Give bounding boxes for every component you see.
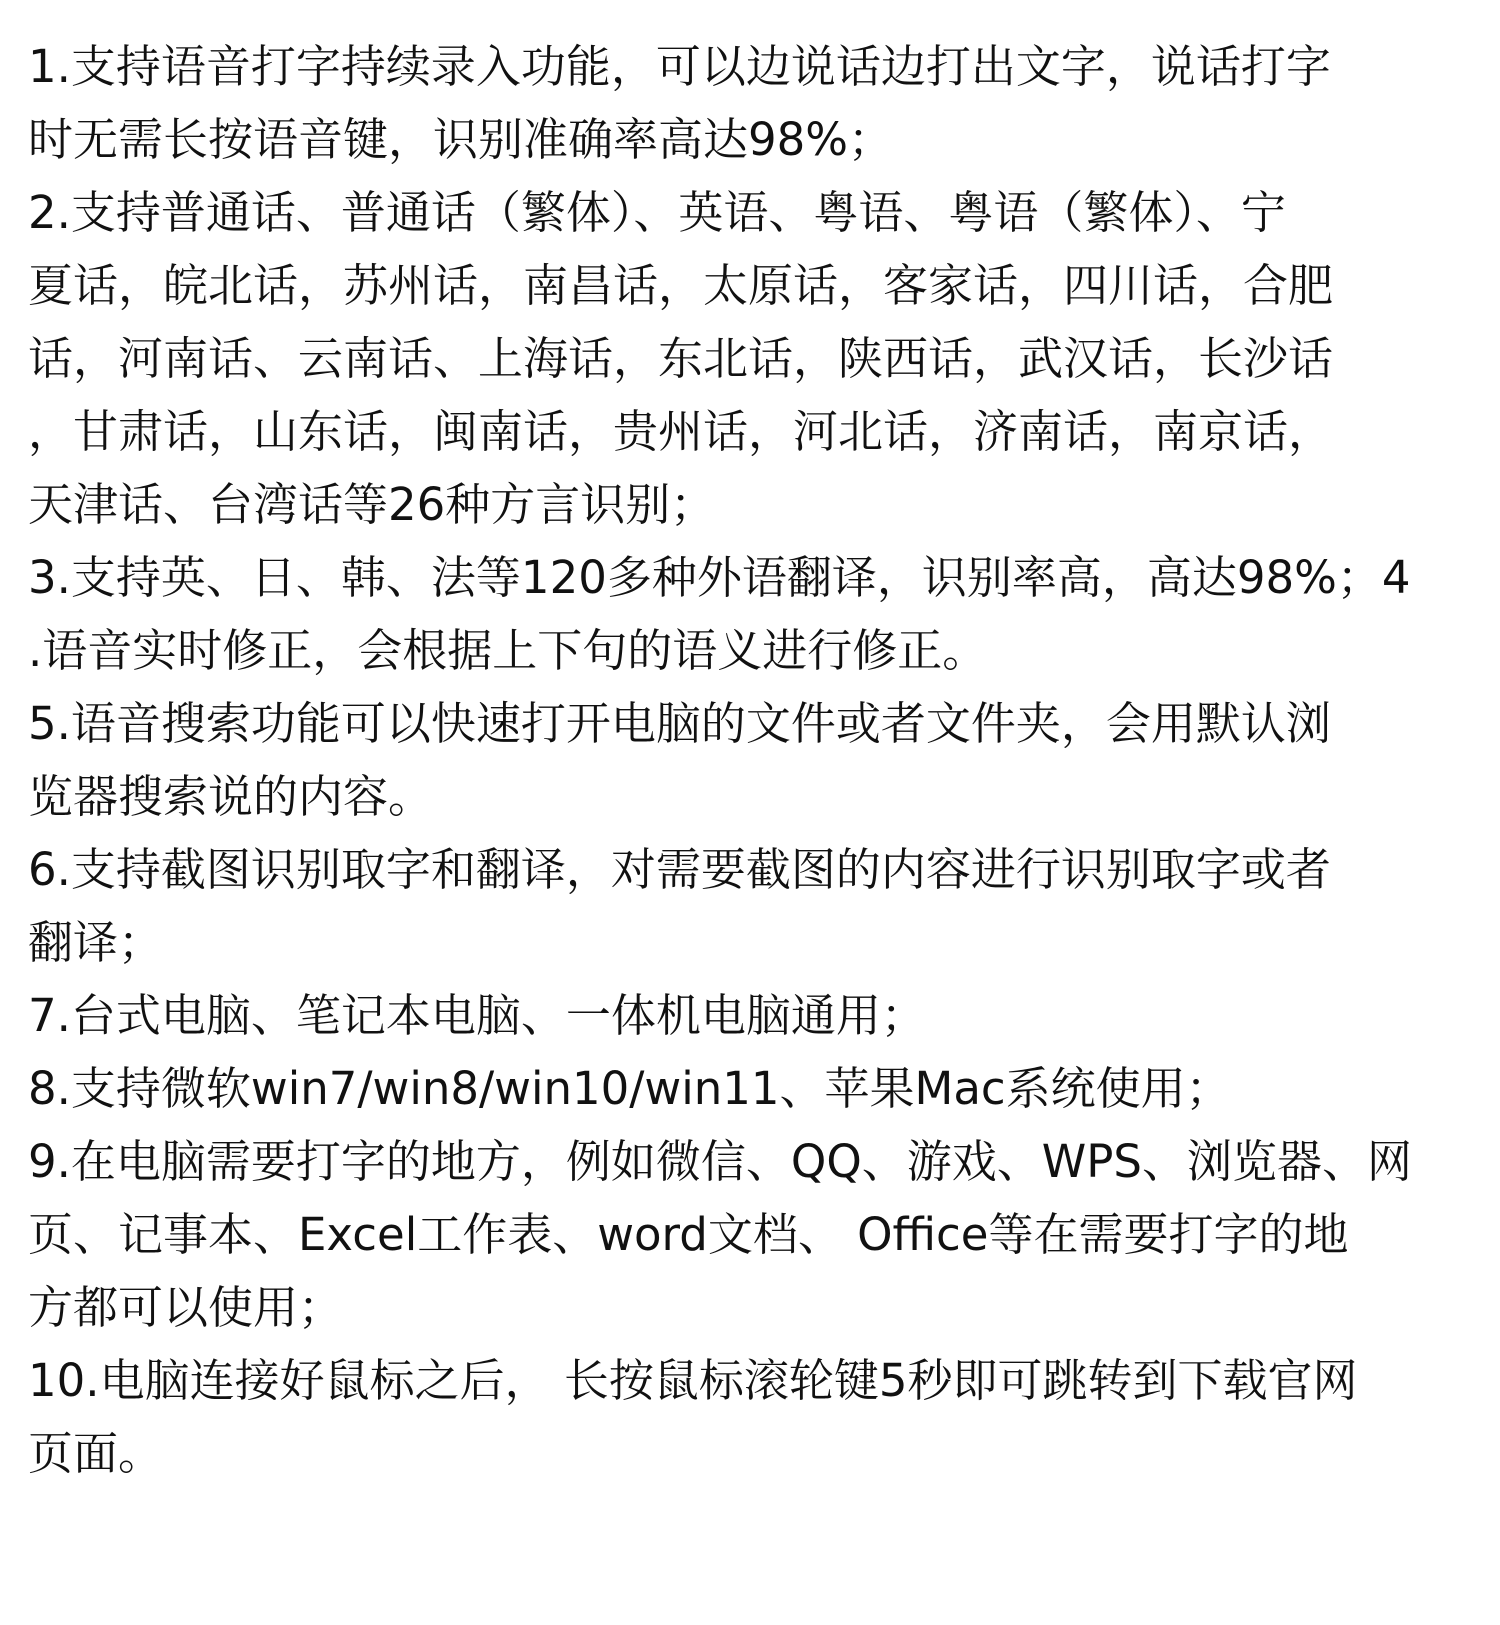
text-line: 天津话、台湾话等26种方言识别； bbox=[28, 478, 716, 531]
text-line: 1.支持语音打字持续录入功能，可以边说话边打出文字，说话打字 bbox=[28, 40, 1331, 93]
text-line: 时无需长按语音键，识别准确率高达98%； bbox=[28, 113, 894, 166]
text-line: 页面。 bbox=[28, 1427, 164, 1480]
text-line: 7.台式电脑、笔记本电脑、一体机电脑通用； bbox=[28, 989, 926, 1042]
text-line: 5.语音搜索功能可以快速打开电脑的文件或者文件夹，会用默认浏 bbox=[28, 697, 1331, 750]
text-line: 3.支持英、日、韩、法等120多种外语翻译，识别率高，高达98%；4 bbox=[28, 551, 1411, 604]
text-line: .语音实时修正，会根据上下句的语义进行修正。 bbox=[28, 624, 988, 677]
text-line: 翻译； bbox=[28, 916, 164, 969]
text-line: 夏话，皖北话，苏州话，南昌话，太原话，客家话，四川话，合肥 bbox=[28, 259, 1334, 312]
text-line: 页、记事本、Excel工作表、word文档、 Office等在需要打字的地 bbox=[28, 1208, 1349, 1261]
feature-list bbox=[28, 30, 1478, 1490]
text-line: 话，河南话、云南话、上海话，东北话，陕西话，武汉话，长沙话 bbox=[28, 332, 1334, 385]
text-line: 6.支持截图识别取字和翻译，对需要截图的内容进行识别取字或者 bbox=[28, 843, 1331, 896]
text-line: 方都可以使用； bbox=[28, 1281, 344, 1334]
text-line: 10.电脑连接好鼠标之后， 长按鼠标滚轮键5秒即可跳转到下载官网 bbox=[28, 1354, 1358, 1407]
text-line: 览器搜索说的内容。 bbox=[28, 770, 434, 823]
text-line: 2.支持普通话、普通话（繁体）、英语、粤语、粤语（繁体）、宁 bbox=[28, 186, 1286, 239]
text-line: ，甘肃话，山东话，闽南话，贵州话，河北话，济南话，南京话， bbox=[28, 405, 1334, 458]
text-line: 8.支持微软win7/win8/win10/win11、苹果Mac系统使用； bbox=[28, 1062, 1231, 1115]
text-line: 9.在电脑需要打字的地方，例如微信、QQ、游戏、WPS、浏览器、网 bbox=[28, 1135, 1412, 1188]
